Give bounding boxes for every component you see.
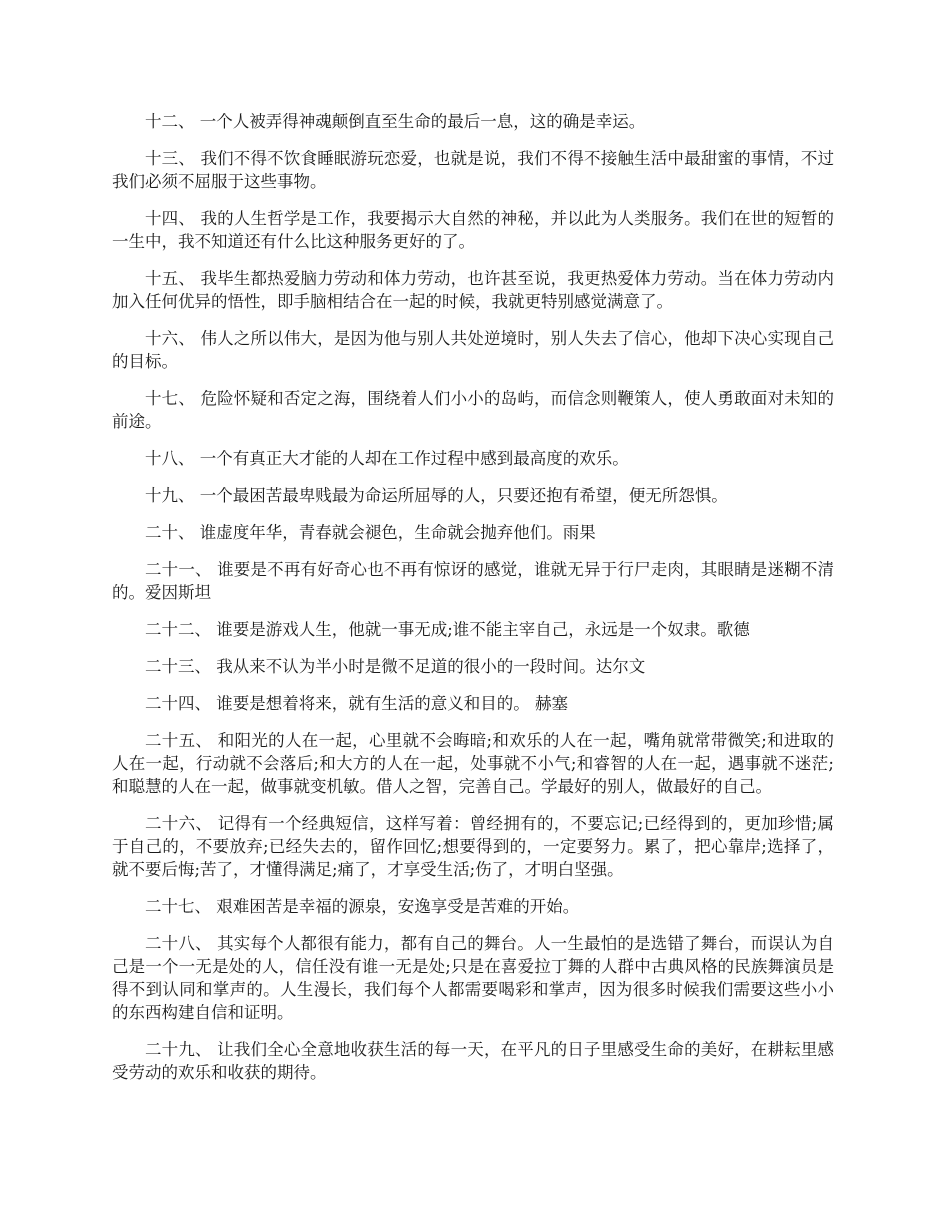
paragraph-21: 二十一、 谁要是不再有好奇心也不再有惊讶的感觉，谁就无异于行尸走肉，其眼睛是迷糊不清的。爱因斯坦 [112, 560, 834, 602]
paragraph-15: 十五、 我毕生都热爱脑力劳动和体力劳动，也许甚至说，我更热爱体力劳动。当在体力劳动内加入任何优异的悟性，即手脑相结合在一起的时候，我就更特别感觉满意了。 [112, 269, 834, 311]
paragraph-14: 十四、 我的人生哲学是工作，我要揭示大自然的神秘，并以此为人类服务。我们在世的短暂的一生中，我不知道还有什么比这种服务更好的了。 [112, 209, 834, 251]
paragraph-28: 二十八、 其实每个人都很有能力，都有自己的舞台。人一生最怕的是选错了舞台，而误认为自己是一个一无是处的人，信任没有谁一无是处;只是在喜爱拉丁舞的人群中古典风格的民族舞演员是得不到认同和掌声的。人生漫长，我们每个人都需要喝彩和掌声，因为很多时候我们需要这些小小的东西构建自信和证明。 [112, 934, 834, 1022]
paragraph-13: 十三、 我们不得不饮食睡眠游玩恋爱，也就是说，我们不得不接触生活中最甜蜜的事情，不过我们必须不屈服于这些事物。 [112, 149, 834, 191]
paragraph-12: 十二、 一个人被弄得神魂颠倒直至生命的最后一息，这的确是幸运。 [145, 112, 646, 131]
paragraph-20: 二十、 谁虚度年华，青春就会褪色，生命就会抛弃他们。雨果 [145, 523, 596, 542]
paragraph-25: 二十五、 和阳光的人在一起，心里就不会晦暗;和欢乐的人在一起，嘴角就常带微笑;和进取的人在一起，行动就不会落后;和大方的人在一起，处事就不小气;和睿智的人在一起，遇事就不迷茫;和聪慧的人在一起，做事就变机敏。借人之智，完善自己。学最好的别人，做最好的自己。 [112, 731, 834, 796]
paragraph-22: 二十二、 谁要是游戏人生，他就一事无成;谁不能主宰自己，永远是一个奴隶。歌德 [145, 620, 750, 639]
paragraph-27: 二十七、 艰难困苦是幸福的源泉，安逸享受是苦难的开始。 [145, 897, 580, 916]
paragraph-19: 十九、 一个最困苦最卑贱最为命运所屈辱的人，只要还抱有希望，便无所怨惧。 [145, 486, 728, 505]
paragraph-18: 十八、 一个有真正大才能的人却在工作过程中感到最高度的欢乐。 [145, 449, 629, 468]
paragraph-16: 十六、 伟人之所以伟大，是因为他与别人共处逆境时，别人失去了信心，他却下决心实现自己的目标。 [112, 329, 834, 371]
paragraph-23: 二十三、 我从来不认为半小时是微不足道的很小的一段时间。达尔文 [145, 657, 646, 676]
paragraph-29: 二十九、 让我们全心全意地收获生活的每一天，在平凡的日子里感受生命的美好，在耕耘里感受劳动的欢乐和收获的期待。 [112, 1040, 834, 1082]
document-body [112, 110, 834, 1084]
paragraph-17: 十七、 危险怀疑和否定之海，围绕着人们小小的岛屿，而信念则鞭策人，使人勇敢面对未知的前途。 [112, 389, 834, 431]
paragraph-24: 二十四、 谁要是想着将来，就有生活的意义和目的。 赫塞 [145, 694, 568, 713]
paragraph-26: 二十六、 记得有一个经典短信，这样写着：曾经拥有的，不要忘记;已经得到的，更加珍惜;属于自己的，不要放弃;已经失去的，留作回忆;想要得到的，一定要努力。累了，把心靠岸;选择了，就不要后悔;苦了，才懂得满足;痛了，才享受生活;伤了，才明白坚强。 [112, 814, 834, 879]
